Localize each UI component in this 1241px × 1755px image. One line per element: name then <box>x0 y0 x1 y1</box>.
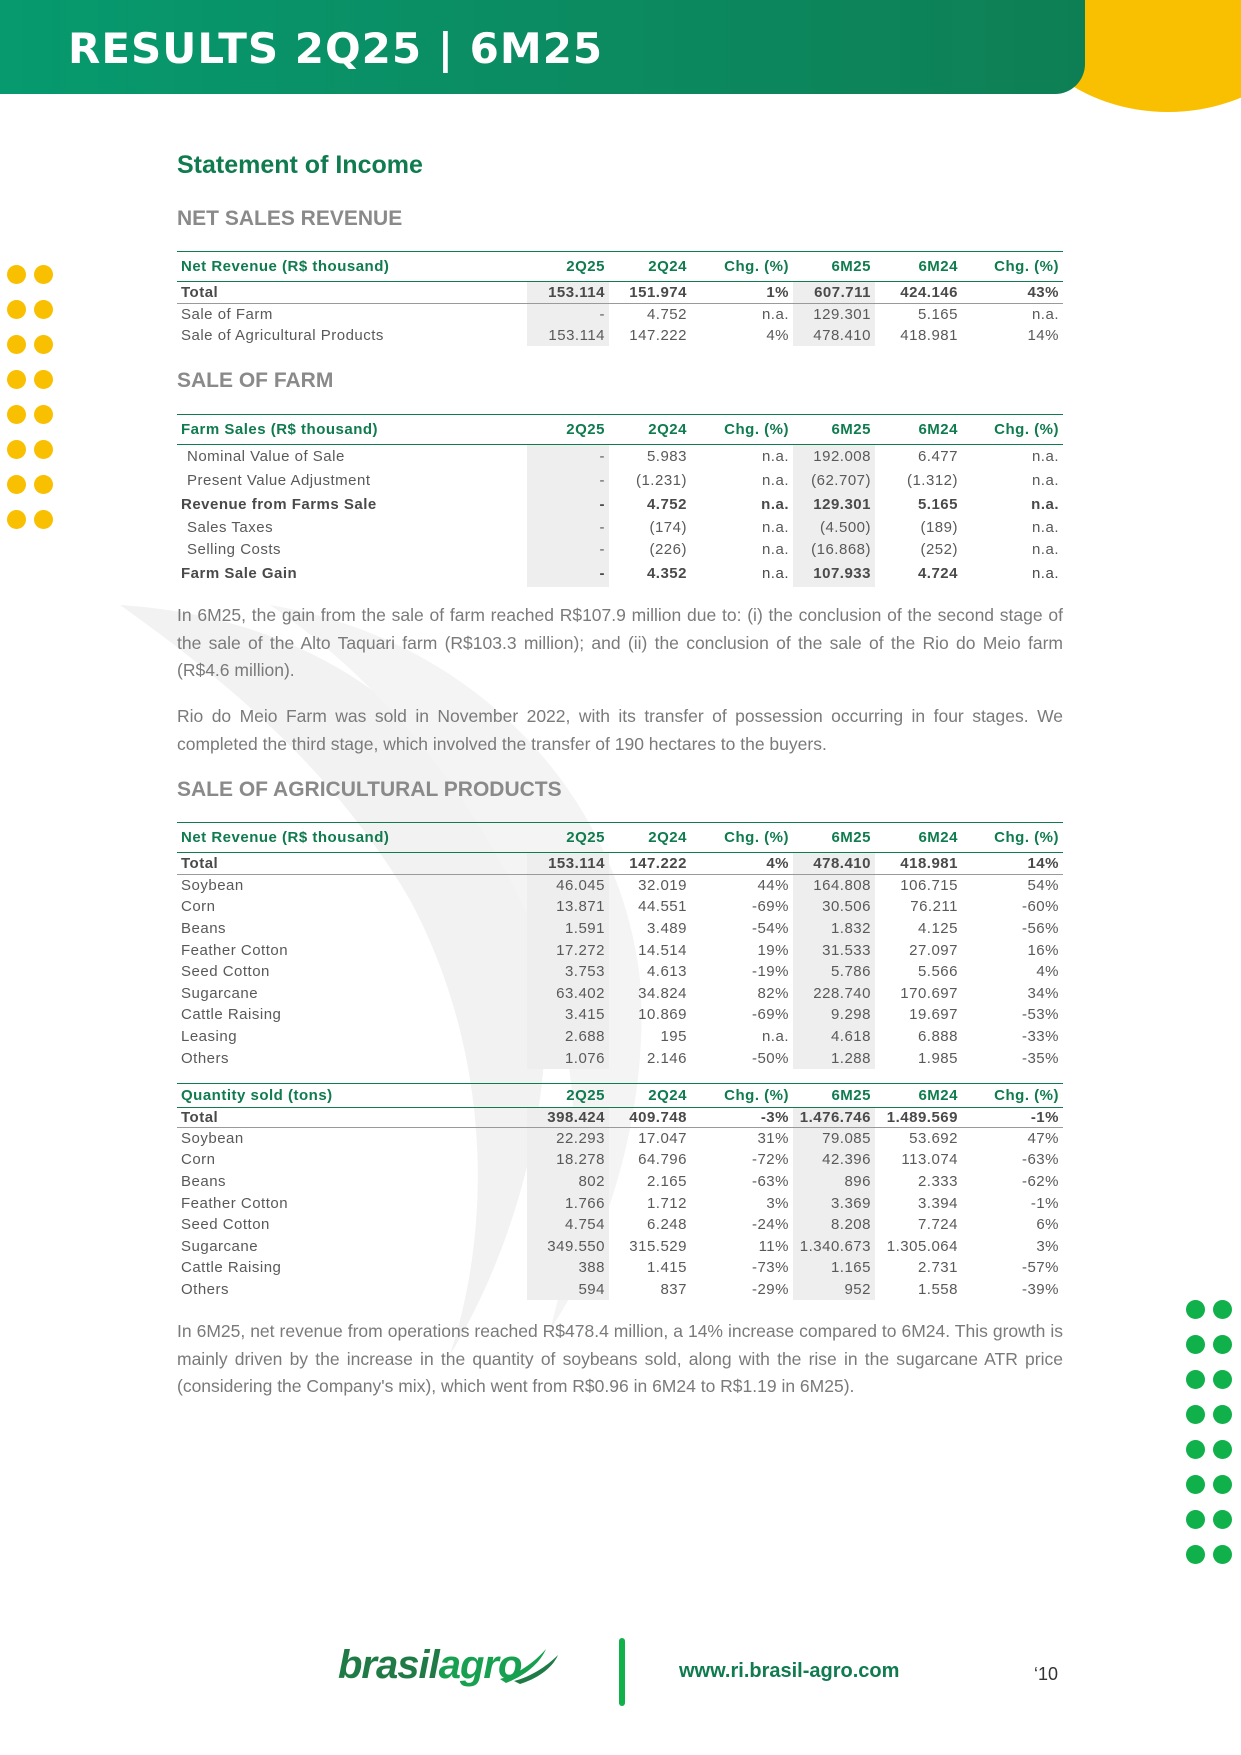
cell: 1.415 <box>646 1259 687 1277</box>
cell: 17.047 <box>638 1130 687 1148</box>
cell: n.a. <box>1031 496 1059 513</box>
website-link[interactable]: www.ri.brasil-agro.com <box>679 1660 900 1682</box>
cell: 19.697 <box>909 1006 958 1024</box>
table-row <box>177 1279 1063 1301</box>
cell: (174) <box>649 519 687 536</box>
table-row <box>177 918 1063 940</box>
cell: n.a. <box>761 541 789 558</box>
logo-text-brasil: brasil <box>338 1643 439 1687</box>
cell: n.a. <box>1031 472 1059 489</box>
column-header: 6M25 <box>793 415 875 445</box>
row-label: Others <box>181 1049 230 1067</box>
cell: 4% <box>766 326 789 344</box>
column-header: Quantity sold (tons) <box>177 1084 527 1108</box>
cell: -72% <box>751 1151 789 1169</box>
cell: 153.114 <box>527 282 609 304</box>
cell: 63.402 <box>527 982 609 1004</box>
sale-of-farm-table <box>177 414 1063 587</box>
column-header: Net Revenue (R$ thousand) <box>177 252 527 282</box>
cell: 1.165 <box>793 1257 875 1279</box>
cell: 3% <box>766 1194 789 1212</box>
cell: (4.500) <box>793 517 875 539</box>
page-number: ‘10 <box>1034 1664 1059 1684</box>
net-sales-heading: NET SALES REVENUE <box>177 207 403 230</box>
cell: 44.551 <box>638 898 687 916</box>
cell: 315.529 <box>629 1237 687 1255</box>
cell: 31.533 <box>793 939 875 961</box>
table-row <box>177 1192 1063 1214</box>
cell: 106.715 <box>900 877 958 895</box>
cell: -50% <box>751 1049 789 1067</box>
cell: 398.424 <box>527 1108 609 1128</box>
row-label: Feather Cotton <box>181 941 289 959</box>
column-header: 6M25 <box>793 823 875 853</box>
cell: 418.981 <box>900 326 958 344</box>
cell: 952 <box>793 1279 875 1301</box>
cell: - <box>527 469 609 493</box>
cell: 4.125 <box>917 919 958 937</box>
row-label: Total <box>177 282 527 304</box>
cell: 82% <box>757 984 789 1002</box>
cell: n.a. <box>761 565 789 582</box>
cell: 14% <box>1027 326 1059 344</box>
table-row <box>177 896 1063 918</box>
cell: 1.076 <box>527 1047 609 1069</box>
table-row <box>177 469 1063 493</box>
table-row <box>177 282 1063 304</box>
cell: n.a. <box>761 448 789 466</box>
table-row <box>177 1214 1063 1236</box>
cell: 2.731 <box>917 1259 958 1277</box>
column-header: 6M24 <box>875 1084 962 1108</box>
cell: 228.740 <box>793 982 875 1004</box>
cell: 54% <box>1027 877 1059 895</box>
column-header: Farm Sales (R$ thousand) <box>177 415 527 445</box>
row-label: Cattle Raising <box>181 1259 282 1277</box>
cell: 5.165 <box>917 496 958 513</box>
cell: -19% <box>751 963 789 981</box>
cell: (16.868) <box>793 539 875 561</box>
cell: 388 <box>527 1257 609 1279</box>
agri-revenue-table <box>177 822 1063 1069</box>
cell: 44% <box>757 877 789 895</box>
cell: 349.550 <box>527 1235 609 1257</box>
row-label: Total <box>177 1108 527 1128</box>
column-header: Chg. (%) <box>691 1084 793 1108</box>
cell: 151.974 <box>609 282 691 304</box>
cell: 6.248 <box>646 1216 687 1234</box>
cell: 22.293 <box>527 1128 609 1150</box>
cell: (1.312) <box>906 472 958 489</box>
column-header: 2Q24 <box>609 823 691 853</box>
cell: 153.114 <box>527 853 609 875</box>
cell: 1.832 <box>793 918 875 940</box>
cell: -60% <box>1021 898 1059 916</box>
cell: - <box>527 517 609 539</box>
cell: 837 <box>660 1280 687 1298</box>
cell: 7.724 <box>917 1216 958 1234</box>
cell: n.a. <box>1031 305 1059 323</box>
column-header: Chg. (%) <box>962 415 1063 445</box>
cell: 1.591 <box>527 918 609 940</box>
table-row <box>177 1149 1063 1171</box>
cell: 34.824 <box>638 984 687 1002</box>
agri-heading: SALE OF AGRICULTURAL PRODUCTS <box>177 778 562 801</box>
cell: 802 <box>527 1171 609 1193</box>
cell: 4.352 <box>646 565 687 582</box>
cell: -24% <box>751 1216 789 1234</box>
cell: 5.165 <box>917 305 958 323</box>
column-header: 2Q24 <box>609 252 691 282</box>
cell: 31% <box>757 1130 789 1148</box>
paragraph-rio-do-meio: Rio do Meio Farm was sold in November 2022, with its transfer of possession occurring in four stages. We completed the third stage, which involved the transfer of 190 hectares to the buyers. <box>177 706 1063 754</box>
cell: 409.748 <box>609 1108 691 1128</box>
cell: -56% <box>1021 919 1059 937</box>
cell: 3% <box>1036 1237 1059 1255</box>
column-header: 2Q25 <box>527 415 609 445</box>
cell: n.a. <box>1031 565 1059 582</box>
cell: 14.514 <box>638 941 687 959</box>
cell: -62% <box>1021 1172 1059 1190</box>
row-label: Others <box>181 1280 230 1298</box>
cell: 1.558 <box>917 1280 958 1298</box>
cell: 17.272 <box>527 939 609 961</box>
cell: 1.489.569 <box>875 1108 962 1128</box>
cell: 8.208 <box>793 1214 875 1236</box>
cell: 418.981 <box>875 853 962 875</box>
cell: -69% <box>751 898 789 916</box>
cell: n.a. <box>761 1027 789 1045</box>
cell: 27.097 <box>909 941 958 959</box>
cell: 2.688 <box>527 1026 609 1048</box>
section-title: Statement of Income <box>177 151 423 179</box>
cell: 170.697 <box>900 984 958 1002</box>
cell: 6% <box>1036 1216 1059 1234</box>
column-header: Net Revenue (R$ thousand) <box>177 823 527 853</box>
cell: 2.333 <box>917 1172 958 1190</box>
cell: n.a. <box>761 519 789 536</box>
cell: 47% <box>1027 1130 1059 1148</box>
row-label: Corn <box>181 898 216 916</box>
cell: 32.019 <box>638 877 687 895</box>
cell: 9.298 <box>793 1004 875 1026</box>
cell: 5.786 <box>793 961 875 983</box>
cell: - <box>527 304 609 325</box>
cell: 13.871 <box>527 896 609 918</box>
cell: 147.222 <box>629 326 687 344</box>
cell: 1.712 <box>646 1194 687 1212</box>
cell: -35% <box>1021 1049 1059 1067</box>
row-label: Seed Cotton <box>181 1216 270 1234</box>
cell: 2.146 <box>646 1049 687 1067</box>
cell: 1.476.746 <box>793 1108 875 1128</box>
cell: 192.008 <box>793 445 875 469</box>
cell: 3.489 <box>646 919 687 937</box>
cell: 4.752 <box>646 305 687 323</box>
cell: -1% <box>962 1108 1063 1128</box>
table-row <box>177 493 1063 517</box>
table-row <box>177 1257 1063 1279</box>
cell: 6.477 <box>917 448 958 466</box>
cell: 18.278 <box>527 1149 609 1171</box>
cell: - <box>527 493 609 517</box>
cell: 11% <box>758 1237 789 1255</box>
cell: -3% <box>691 1108 793 1128</box>
cell: 3.753 <box>527 961 609 983</box>
column-header: 6M24 <box>875 415 962 445</box>
footer-divider <box>619 1638 625 1706</box>
net-sales-table <box>177 251 1063 346</box>
paragraph-farm-gain: In 6M25, the gain from the sale of farm reached R$107.9 million due to: (i) the conclusion of the second stage of the sale of the Alto Taquari farm (R$103.3 million); and (ii) the conclusion of the sale of the Rio do Meio farm (R$4.6 million). <box>177 605 1063 680</box>
cell: 1.305.064 <box>886 1237 958 1255</box>
cell: (189) <box>920 519 958 536</box>
cell: n.a. <box>1031 519 1059 536</box>
cell: 3.415 <box>527 1004 609 1026</box>
cell: -54% <box>751 919 789 937</box>
cell: (252) <box>920 541 958 558</box>
cell: 46.045 <box>527 875 609 897</box>
row-label: Feather Cotton <box>181 1194 289 1212</box>
cell: -39% <box>1021 1280 1059 1298</box>
row-label: Corn <box>181 1151 216 1169</box>
table-row <box>177 1128 1063 1150</box>
cell: -53% <box>1021 1006 1059 1024</box>
column-header: Chg. (%) <box>962 1084 1063 1108</box>
cell: 2.165 <box>646 1172 687 1190</box>
cell: -29% <box>751 1280 789 1298</box>
cell: 164.808 <box>793 875 875 897</box>
cell: n.a. <box>1031 541 1059 558</box>
row-label: Leasing <box>181 1027 238 1045</box>
cell: 5.566 <box>917 963 958 981</box>
table-header-row <box>177 252 1063 282</box>
cell: 129.301 <box>793 493 875 517</box>
row-label: Total <box>177 853 527 875</box>
cell: 4% <box>1036 963 1059 981</box>
cell: 4.724 <box>917 565 958 582</box>
table-header-row <box>177 415 1063 445</box>
table-row <box>177 1004 1063 1026</box>
row-label: Nominal Value of Sale <box>187 448 345 466</box>
row-label: Soybean <box>181 877 244 895</box>
row-label: Beans <box>181 919 227 937</box>
column-header: 6M25 <box>793 1084 875 1108</box>
cell: n.a. <box>761 472 789 489</box>
cell: 4% <box>691 853 793 875</box>
cell: 30.506 <box>793 896 875 918</box>
table-row <box>177 982 1063 1004</box>
cell: 19% <box>757 941 789 959</box>
row-label: Soybean <box>181 1130 244 1148</box>
table-row <box>177 939 1063 961</box>
table-row <box>177 304 1063 325</box>
row-label: Sale of Farm <box>181 305 273 323</box>
logo-leaf-icon <box>496 1645 560 1685</box>
table-row <box>177 875 1063 897</box>
logo-text-agro: agro <box>438 1643 522 1687</box>
cell: 64.796 <box>638 1151 687 1169</box>
table-row <box>177 445 1063 469</box>
row-label: Sale of Agricultural Products <box>181 326 384 344</box>
column-header: Chg. (%) <box>962 252 1063 282</box>
cell: -69% <box>751 1006 789 1024</box>
cell: 43% <box>962 282 1063 304</box>
table-row <box>177 1026 1063 1048</box>
cell: n.a. <box>1031 448 1059 466</box>
cell: 478.410 <box>793 325 875 346</box>
column-header: 2Q24 <box>609 415 691 445</box>
cell: 34% <box>1027 984 1059 1002</box>
table-row <box>177 853 1063 875</box>
cell: (1.231) <box>635 472 687 489</box>
cell: - <box>527 539 609 561</box>
table-row <box>177 517 1063 539</box>
cell: -33% <box>1021 1027 1059 1045</box>
cell: 6.888 <box>917 1027 958 1045</box>
column-header: 2Q25 <box>527 252 609 282</box>
table-row <box>177 1235 1063 1257</box>
cell: 42.396 <box>793 1149 875 1171</box>
column-header: 6M24 <box>875 252 962 282</box>
cell: 129.301 <box>793 304 875 325</box>
cell: (226) <box>649 541 687 558</box>
cell: 195 <box>660 1027 687 1045</box>
cell: n.a. <box>761 305 789 323</box>
cell: - <box>527 561 609 587</box>
row-label: Sugarcane <box>181 1237 259 1255</box>
cell: 10.869 <box>638 1006 687 1024</box>
cell: (62.707) <box>793 469 875 493</box>
cell: 607.711 <box>793 282 875 304</box>
column-header: 6M24 <box>875 823 962 853</box>
cell: 76.211 <box>910 898 958 916</box>
row-label: Sugarcane <box>181 984 259 1002</box>
cell: 107.933 <box>793 561 875 587</box>
page-title: RESULTS 2Q25 | 6M25 <box>68 24 604 73</box>
cell: -57% <box>1021 1259 1059 1277</box>
column-header: 6M25 <box>793 252 875 282</box>
cell: 478.410 <box>793 853 875 875</box>
row-label: Beans <box>181 1172 227 1190</box>
header-banner <box>0 0 1241 112</box>
cell: 79.085 <box>793 1128 875 1150</box>
cell: -1% <box>1030 1194 1059 1212</box>
cell: 53.692 <box>909 1130 958 1148</box>
column-header: 2Q24 <box>609 1084 691 1108</box>
cell: 113.074 <box>901 1151 958 1169</box>
table-row <box>177 1171 1063 1193</box>
brasilagro-logo <box>338 1643 521 1688</box>
cell: 153.114 <box>527 325 609 346</box>
cell: 4.752 <box>646 496 687 513</box>
row-label: Sales Taxes <box>187 519 274 536</box>
cell: 1.340.673 <box>793 1235 875 1257</box>
cell: 1.288 <box>793 1047 875 1069</box>
row-label: Cattle Raising <box>181 1006 282 1024</box>
cell: 424.146 <box>875 282 962 304</box>
table-row <box>177 1047 1063 1069</box>
column-header: 2Q25 <box>527 1084 609 1108</box>
column-header: Chg. (%) <box>962 823 1063 853</box>
table-row <box>177 539 1063 561</box>
cell: 14% <box>962 853 1063 875</box>
cell: -63% <box>1021 1151 1059 1169</box>
cell: 1.766 <box>527 1192 609 1214</box>
row-label: Farm Sale Gain <box>181 565 298 582</box>
paragraph-net-revenue: In 6M25, net revenue from operations reached R$478.4 million, a 14% increase compared to 6M24. This growth is mainly driven by the increase in the quantity of soybeans sold, along with the rise in the sugarcane ATR price (considering the Company's mix), which went from R$0.96 in 6M24 to R$1.19 in 6M25). <box>177 1321 1063 1396</box>
table-row <box>177 325 1063 346</box>
table-row <box>177 961 1063 983</box>
table-row <box>177 1108 1063 1128</box>
cell: 896 <box>793 1171 875 1193</box>
agri-quantity-table <box>177 1083 1063 1300</box>
column-header: Chg. (%) <box>691 415 793 445</box>
cell: 4.618 <box>793 1026 875 1048</box>
cell: 4.613 <box>646 963 687 981</box>
table-header-row <box>177 823 1063 853</box>
table-row <box>177 561 1063 587</box>
row-label: Seed Cotton <box>181 963 270 981</box>
column-header: Chg. (%) <box>691 252 793 282</box>
row-label: Revenue from Farms Sale <box>181 496 377 513</box>
sale-of-farm-heading: SALE OF FARM <box>177 369 334 392</box>
cell: 594 <box>527 1279 609 1301</box>
cell: n.a. <box>761 496 789 513</box>
row-label: Present Value Adjustment <box>187 472 371 489</box>
column-header: Chg. (%) <box>691 823 793 853</box>
cell: 3.394 <box>917 1194 958 1212</box>
cell: 5.983 <box>646 448 687 466</box>
column-header: 2Q25 <box>527 823 609 853</box>
cell: - <box>527 445 609 469</box>
cell: -63% <box>751 1172 789 1190</box>
cell: 1% <box>691 282 793 304</box>
cell: 3.369 <box>793 1192 875 1214</box>
cell: 4.754 <box>527 1214 609 1236</box>
row-label: Selling Costs <box>187 541 282 558</box>
cell: -73% <box>751 1259 789 1277</box>
cell: 16% <box>1027 941 1059 959</box>
cell: 1.985 <box>917 1049 958 1067</box>
table-header-row <box>177 1084 1063 1108</box>
cell: 147.222 <box>609 853 691 875</box>
